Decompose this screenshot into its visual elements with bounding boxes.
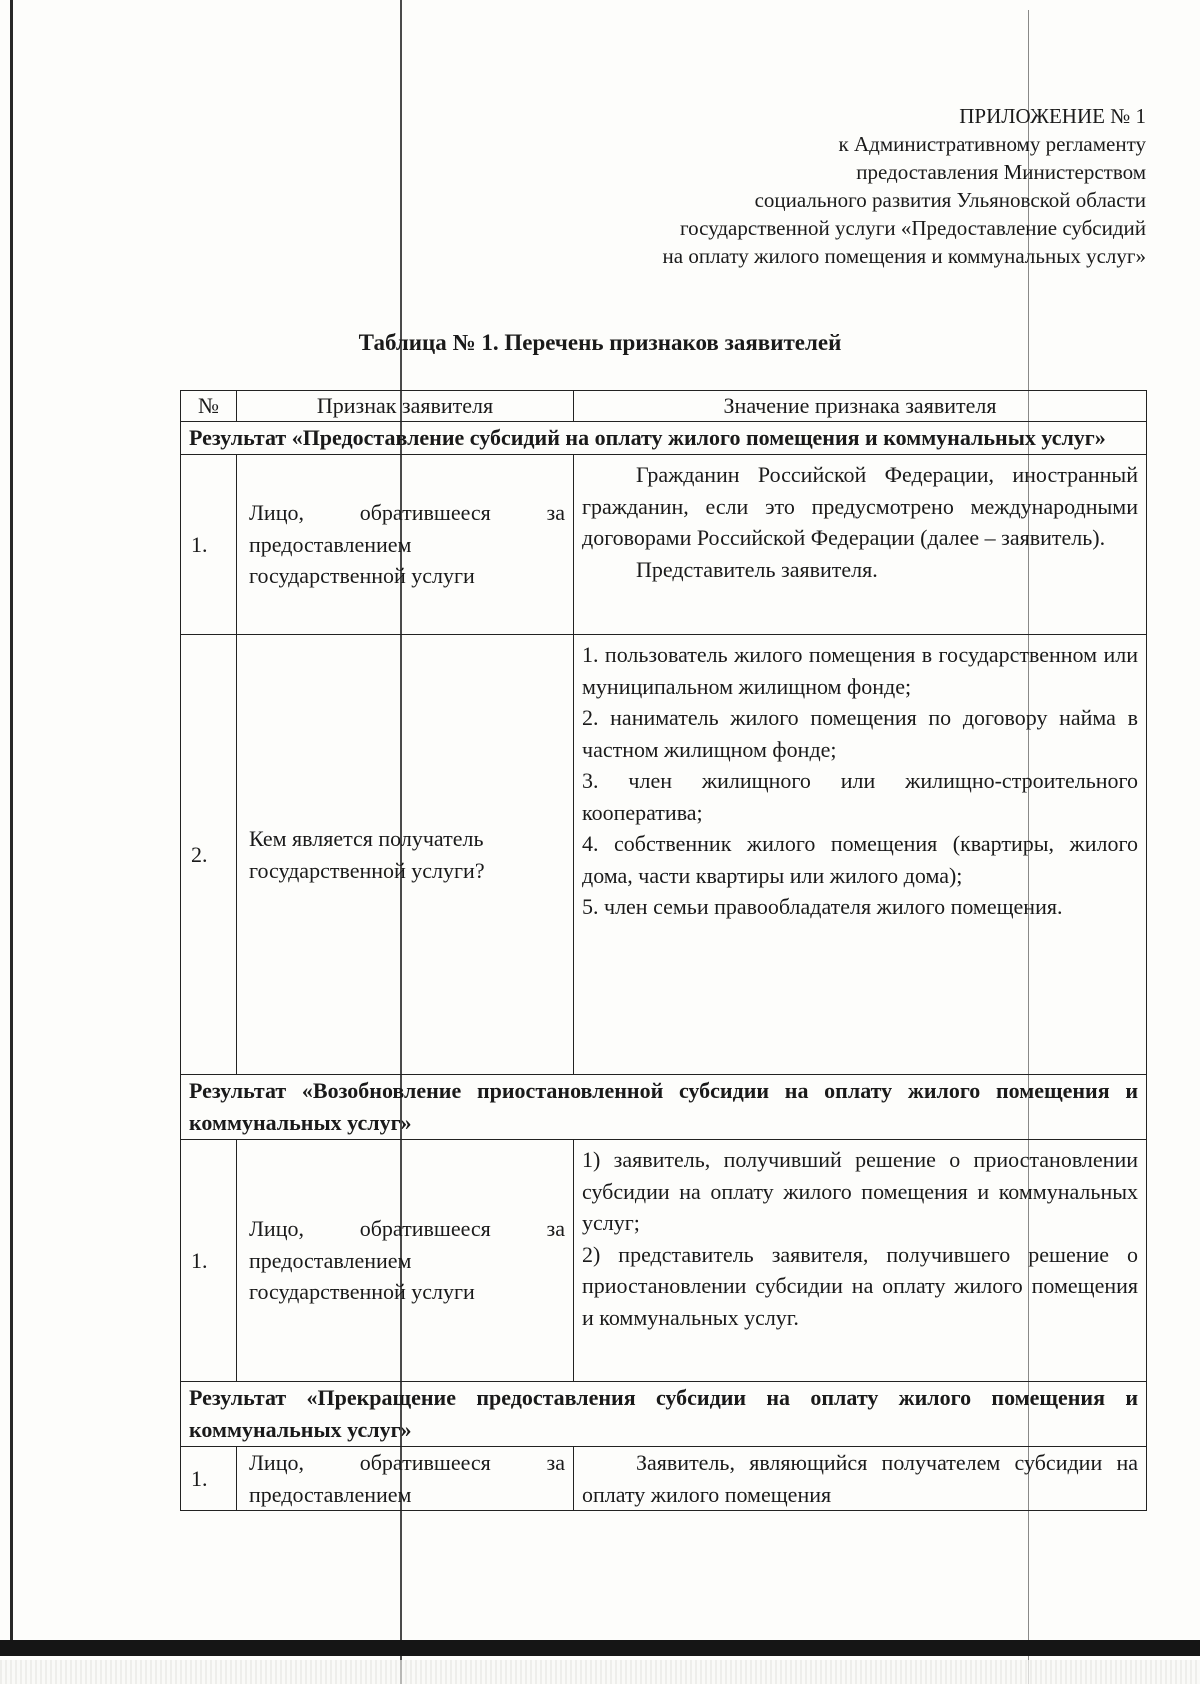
- row-feature: Лицо, обратившееся за предоставлением: [237, 1447, 574, 1511]
- value-paragraph: 1) заявитель, получивший решение о приостановлении субсидии на оплату жилого помещения и коммунальных услуг;: [582, 1147, 1138, 1235]
- scan-noise: [0, 1660, 1200, 1684]
- table-header-row: [181, 391, 1147, 422]
- section-heading: Результат «Предоставление субсидий на оплату жилого помещения и коммунальных услуг»: [181, 422, 1147, 455]
- scan-edge-line: [10, 0, 13, 1640]
- table-row: [181, 1140, 1147, 1382]
- value-paragraph: Гражданин Российской Федерации, иностранный гражданин, если это предусмотрено международными договорами Российской Федерации (далее – заявитель).: [582, 462, 1138, 550]
- appendix-line: предоставления Министерством: [856, 160, 1146, 184]
- row-value: [574, 455, 1147, 635]
- value-paragraph: Представитель заявителя.: [636, 556, 878, 582]
- row-feature: Лицо, обратившееся за предоставлением государственной услуги: [237, 1140, 574, 1382]
- row-number: 1.: [181, 1447, 237, 1511]
- column-header-number: №: [181, 391, 237, 422]
- row-value: [574, 1140, 1147, 1382]
- row-value: [574, 635, 1147, 1075]
- appendix-line: ПРИЛОЖЕНИЕ № 1: [959, 104, 1146, 128]
- appendix-line: на оплату жилого помещения и коммунальных услуг»: [662, 244, 1146, 268]
- section-heading: Результат «Возобновление приостановленной субсидии на оплату жилого помещения и коммунальных услуг»: [181, 1075, 1147, 1140]
- appendix-line: социального развития Ульяновской области: [754, 188, 1146, 212]
- appendix-line: к Административному регламенту: [838, 132, 1146, 156]
- value-paragraph: 4. собственник жилого помещения (квартиры, жилого дома, части квартиры или жилого дома);: [582, 831, 1138, 888]
- section-heading: Результат «Прекращение предоставления субсидии на оплату жилого помещения и коммунальных услуг»: [181, 1382, 1147, 1447]
- table-row: [181, 455, 1147, 635]
- scan-bottom-edge: [0, 1640, 1200, 1656]
- section-heading-row: [181, 422, 1147, 455]
- value-paragraph: 3. член жилищного или жилищно-строительного кооператива;: [582, 768, 1138, 825]
- value-paragraph: Заявитель, являющийся получателем субсидии на оплату жилого помещения: [582, 1450, 1138, 1507]
- section-heading-row: [181, 1382, 1147, 1447]
- applicant-criteria-table: [180, 390, 1147, 1511]
- value-paragraph: 1. пользователь жилого помещения в государственном или муниципальном жилищном фонде;: [582, 642, 1138, 699]
- table-title: Таблица № 1. Перечень признаков заявителей: [358, 330, 842, 355]
- section-heading-row: [181, 1075, 1147, 1140]
- table-row: [181, 635, 1147, 1075]
- value-paragraph: 2) представитель заявителя, получившего решение о приостановлении субсидии на оплату жилого помещения и коммунальных услуг.: [582, 1241, 1138, 1330]
- value-paragraph: 5. член семьи правообладателя жилого помещения.: [582, 894, 1063, 919]
- value-paragraph: 2. наниматель жилого помещения по договору найма в частном жилищном фонде;: [582, 705, 1138, 762]
- appendix-line: государственной услуги «Предоставление субсидий: [680, 216, 1146, 240]
- column-header-feature: Признак заявителя: [237, 391, 574, 422]
- row-value: [574, 1447, 1147, 1511]
- row-feature: Кем является получатель государственной услуги?: [237, 635, 574, 1075]
- column-header-value: Значение признака заявителя: [574, 391, 1147, 422]
- table-row: [181, 1447, 1147, 1511]
- row-number: 1.: [181, 455, 237, 635]
- row-feature: Лицо, обратившееся за предоставлением государственной услуги: [237, 455, 574, 635]
- appendix-header: [506, 102, 1146, 270]
- row-number: 1.: [181, 1140, 237, 1382]
- row-number: 2.: [181, 635, 237, 1075]
